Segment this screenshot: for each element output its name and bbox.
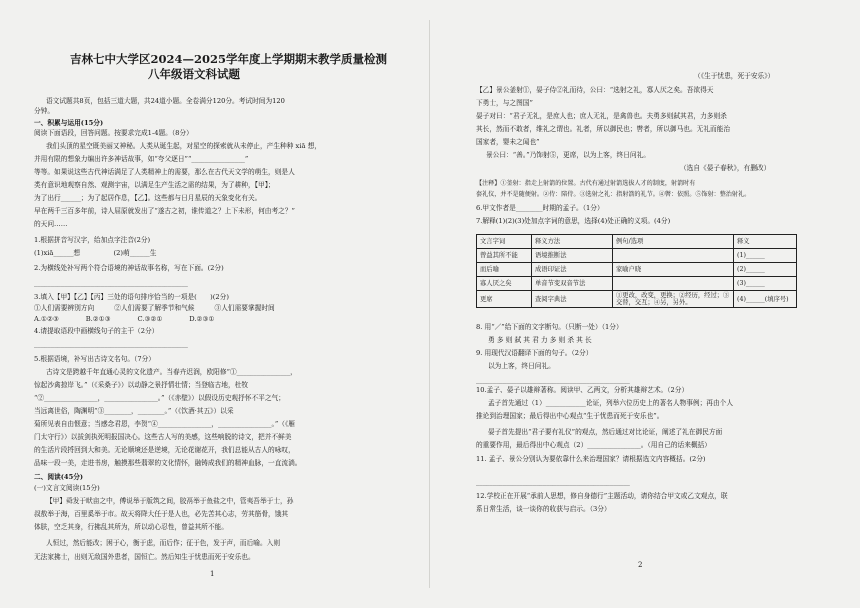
question-10-text: 孟子首先通过（1）____________论证，列举六位历史上的著名人物事例；再由个人 xyxy=(488,399,734,407)
classical-text-line: 国家者，婴未之闻也” xyxy=(476,138,540,146)
table-row xyxy=(477,263,797,277)
table-cell: 成语印证法 xyxy=(532,263,613,277)
poetry-line: 惊起沙禽掠岸飞。”（《采桑子》）以动静之景抒情壮情；当登临古地，杜牧 xyxy=(34,381,249,389)
poetry-line: “②________________，________________。”（《赤壁》）以假设历史观抒怀不平之气； xyxy=(34,394,285,402)
question-12: 12.学校正在开展“承前人思想，修自身德行”主题活动，请你结合甲文或乙文观点，联 xyxy=(476,492,728,500)
classical-text-line: 景公曰：“善。”乃饰射⑤，更席，以为上客，终日问礼。 xyxy=(486,151,650,159)
question-12-cont: 系日常生活，谈一谈你的收获与启示。（3分） xyxy=(476,505,611,513)
source-citation: （《生于忧患，死于安乐》） xyxy=(694,72,775,80)
passage-line: 等等。如果说这些古代神话满足了人类精神上的需要，那么在古代天文学的萌生，则是人 xyxy=(34,168,295,176)
table-cell: 寡人厌之矣 xyxy=(477,277,532,291)
table-cell: 家喻户晓 xyxy=(613,263,734,277)
table-cell xyxy=(613,249,734,263)
question-7: 7.解释(1)(2)(3)处加点字词的意思，选择(4)处正确的义项。(4分) xyxy=(476,217,671,225)
section-heading-1: 一、积累与运用(15分) xyxy=(34,119,104,127)
answer-cell[interactable]: (4)______(填序号) xyxy=(734,291,797,308)
classical-text-line: 无法家拂士，出则无敌国外患者，国恒亡。然后知生于忧患而死于安乐也。 xyxy=(34,553,255,561)
table-header-row xyxy=(477,235,797,249)
question-text: 阅读下面语段，回答问题。按要求完成1-4题。（8分） xyxy=(34,129,193,137)
table-header: 文言字词 xyxy=(477,235,532,249)
question-10: 10.孟子、晏子以雄辩著称。阅读甲、乙两文，分析其雄辩艺术。（2分） xyxy=(476,386,689,394)
classical-text-line: 【乙】景公釜射①，晏子侍②礼而待，公曰：“选射之礼，寡人厌之矣。吾欲得天 xyxy=(476,86,714,94)
definition-table xyxy=(476,234,797,308)
answer-line[interactable]: ______________________________________________ xyxy=(476,478,630,486)
answer-cell[interactable]: (1)______ xyxy=(734,249,797,263)
annotation-line: 套礼仪，并不是随便射。②侍：陪侍。③选射之礼：指射箭的礼节。④辔：依照。⑤饰射：整治射礼。 xyxy=(476,191,751,198)
passage-line: 并用有限的想象力编出许多神话故事，如“夸父逐日”“________________” xyxy=(34,155,249,163)
classical-text-line: 【甲】舜发于畎亩之中，傅说举于版筑之间，胶鬲举于鱼盐之中，管夷吾举于士，孙 xyxy=(46,497,294,505)
classical-text-line: 下勇士，与之图国” xyxy=(476,99,533,107)
passage-line: 为了出行______；为了起居作息，【乙】。这些都与日月星辰的天象变化有关。 xyxy=(34,194,262,202)
table-row xyxy=(477,277,797,291)
exam-instructions: 语文试题共8页，包括三道大题，共24道小题。全卷满分120分。考试时间为120 xyxy=(46,97,285,105)
poetry-line: 当远离世俗，陶渊明“③________，________。”（《饮酒·其五》）以采 xyxy=(34,407,234,415)
translation-sentence: 以为上客，终日问礼。 xyxy=(488,362,555,370)
table-row xyxy=(477,249,797,263)
question-1: 1.根据拼音写汉字，给加点字注音(2分) xyxy=(34,236,151,244)
classical-text-line: 晏子对曰：“君子无礼，是庶人也；庶人无礼，是禽兽也。夫勇多则弑其君，力多则杀 xyxy=(476,112,727,120)
question-4: 4.请提取语段中画横线句子的主干（2分） xyxy=(34,327,159,335)
classical-text-line: 其长，然而不敢者，维礼之谓也。礼者，所以御民也；辔者，所以御马也。无礼而能治 xyxy=(476,125,731,133)
question-3-options: ①人们需要辨别方向 ②人们需要了解季节和气候 ③人们需要掌握时间 xyxy=(34,304,275,312)
table-cell: ①更改，改变，更换；②经历，经过；③交替，交互；④另，另外。 xyxy=(613,291,734,308)
passage-line: 类有意识地观察自然、观测宇宙，以满足生产生活之需的结果，为了耕种，【甲】； xyxy=(34,181,275,189)
question-9: 9. 用现代汉语翻译下面的句子。（2分） xyxy=(476,349,593,357)
table-cell: 查阅字典法 xyxy=(532,291,613,308)
question-2: 2.为横线处补写两个符合语境的神话故事名称，写在下面。(2分) xyxy=(34,264,224,272)
table-row xyxy=(477,291,797,308)
subsection-heading: (一)文言文阅读(15分) xyxy=(34,484,100,492)
table-cell: 曾益其所不能 xyxy=(477,249,532,263)
question-11: 11. 孟子、景公分别认为要依靠什么来治理国家？请根据选文内容概括。(2分) xyxy=(476,455,706,463)
punctuation-exercise: 勇 多 则 弑 其 君 力 多 则 杀 其 长 xyxy=(488,336,592,344)
question-10-text: 晏子首先提出“君子要有礼仪”的观点，然后通过对比论证，阐述了礼在御民方面 xyxy=(488,428,723,436)
table-header: 释义方法 xyxy=(532,235,613,249)
page-divider xyxy=(429,20,430,588)
question-8: 8. 用“／”给下面的文字断句。（只断一处）（1分） xyxy=(476,323,623,331)
table-cell xyxy=(613,277,734,291)
source-citation: （选自《晏子春秋》，有删改） xyxy=(680,164,771,172)
poetry-line: 的生活片段捋回到大和美。无论顺境还是逆境，无论花谢花开，我们总能从古人的咏叹， xyxy=(34,446,295,454)
classical-text-line: 人恒过，然后能改；困于心，衡于虑，而后作；征于色，发于声，而后喻。入则 xyxy=(46,539,281,547)
question-6: 6.甲文作者是________时期的孟子。（1分） xyxy=(476,204,604,212)
answer-line[interactable]: ______________________________________________ xyxy=(34,279,188,287)
poetry-line: 品味一段一美，走进书房，触摸那些翡翠的文化情怀，融铸成我们的精神血脉，一直流淌。 xyxy=(34,459,302,467)
answer-line[interactable]: ______________________________________________ xyxy=(476,376,630,384)
question-5: 5.根据语境，补写出古诗文名句。（7分） xyxy=(34,355,155,363)
exam-instructions-cont: 分钟。 xyxy=(34,107,55,115)
answer-line[interactable]: ______________________________________________ xyxy=(34,340,188,348)
question-10-text: 推论到治理国家；最后得出中心观点“生于忧患而死于安乐也”。 xyxy=(476,412,664,420)
question-1-answers: (1)xiā______想 (2)萌______生 xyxy=(34,249,157,257)
passage-line: 早在两千三百多年前，诗人屈原就发出了“遂古之初，谁传道之？上下未形，何由考之？” xyxy=(34,207,295,215)
passage-line: 的天问…… xyxy=(34,220,68,228)
page-number: 2 xyxy=(638,561,643,569)
classical-text-line: 体肤，空乏其身，行拂乱其所为，所以动心忍性，曾益其所不能。 xyxy=(34,523,228,531)
table-cell: 而后喻 xyxy=(477,263,532,277)
table-cell: 更席 xyxy=(477,291,532,308)
section-heading-2: 二、阅读(45分) xyxy=(34,473,84,481)
annotation-line: 【注释】①釜射：指走上射箭的位置。古代有通过射箭选拔人才的制度，射箭时有 xyxy=(476,180,696,187)
exam-subtitle: 八年级语文科试题 xyxy=(148,67,240,81)
question-10-text: 的重要作用，最后得出中心观点（2）________________。（用自己的话来概括） xyxy=(476,441,711,449)
poetry-line: 古诗文是跨越千年直通心灵的文化遗产。当春卉迟润，欧阳修“①________________， xyxy=(46,368,297,376)
table-header: 例句/选项 xyxy=(613,235,734,249)
answer-cell[interactable]: (2)______ xyxy=(734,263,797,277)
poetry-line: 菊所见表自由惬意；当感念君恩，李贺“④________________，________________。”（《雁 xyxy=(34,420,295,428)
passage-line: 我们头顶的星空既美丽又神秘。人类从诞生起，对星空的探索就从未停止，产生种种 xiā 想， xyxy=(46,142,321,150)
classical-text-line: 叔敖举于海，百里奚举于市。故天将降大任于是人也，必先苦其心志，劳其筋骨，饿其 xyxy=(34,510,289,518)
exam-title: 吉林七中大学区2024—2025学年度上学期期末教学质量检测 xyxy=(70,52,388,66)
question-3: 3.填入【甲】【乙】【丙】三处的语句排序恰当的一项是( )(2分) xyxy=(34,293,229,301)
table-header: 释义 xyxy=(734,235,797,249)
poetry-line: 门太守行》）以拔剑执死明报国决心。这些古人写的美感，这些响脱的诗文，把并不鲜美 xyxy=(34,433,292,441)
exam-page-2 xyxy=(432,0,860,608)
exam-page-1 xyxy=(0,0,428,608)
question-3-choices: A.①②③ B.②①③ C.③②① D.②③① xyxy=(34,315,215,323)
table-cell: 语境推断法 xyxy=(532,249,613,263)
table-cell: 单音节变双音节法 xyxy=(532,277,613,291)
page-number: 1 xyxy=(210,570,215,578)
answer-cell[interactable]: (3)______ xyxy=(734,277,797,291)
